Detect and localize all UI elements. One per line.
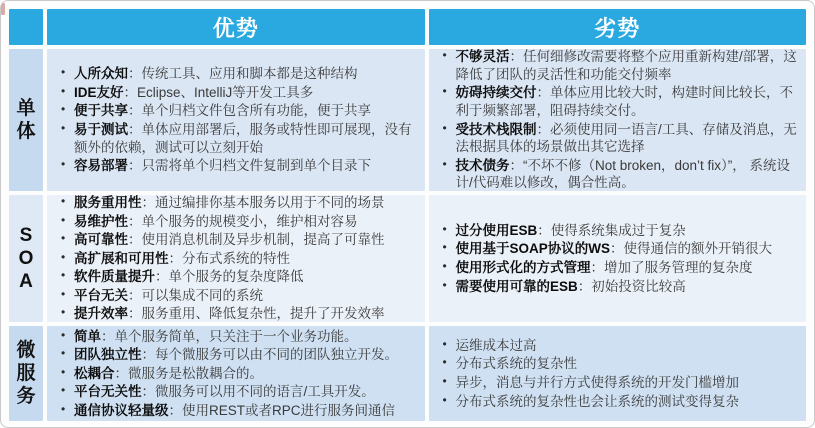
item-term: 提升效率 [74, 306, 128, 322]
item-text: 每个微服务可以由不同的团队独立开发。 [155, 347, 398, 363]
soa-advantages-cell [47, 195, 425, 322]
list-item [59, 213, 419, 231]
list-item [441, 278, 801, 296]
item-text: 微服务是松散耦合的。 [128, 365, 263, 381]
item-text: 服务重用、降低复杂性，提升了开发效率 [141, 306, 385, 322]
item-term: 简单 [74, 328, 101, 344]
item-term: 妨碍持续交付 [455, 85, 537, 101]
list-item [59, 250, 419, 268]
item-separator: ： [128, 66, 142, 82]
item-separator: ： [101, 328, 115, 344]
list-item [59, 383, 419, 401]
item-term: 通信协议轻量级 [74, 402, 169, 418]
comparison-table [1, 1, 814, 427]
item-text: 单体应用比较大时，构建时间比较长，不利于频繁部署，阻碍持续交付。 [455, 85, 793, 118]
item-term: IDE友好 [74, 84, 124, 100]
item-term: 易维护性 [74, 213, 128, 229]
microservices-disadvantages-list [441, 336, 801, 411]
row-label-char: 体 [16, 121, 36, 142]
item-term: 不够灵活 [455, 49, 510, 65]
item-text: 单个服务的规模变小，维护相对容易 [141, 213, 358, 229]
item-text: 分布式系统的复杂性也会让系统的测试变得复杂 [455, 393, 739, 409]
row-label-char: O [18, 247, 34, 269]
item-text: 必须使用同一语言/工具、存储及消息，无法根据具体的场景做出其它选择 [455, 121, 797, 155]
item-term: 服务重用性 [74, 195, 142, 211]
list-item [441, 355, 801, 373]
list-item [441, 157, 801, 191]
item-text: 可以集成不同的系统 [141, 287, 263, 303]
soa-advantages-list [59, 195, 419, 322]
item-term: 易于测试 [74, 122, 128, 137]
list-item [59, 65, 419, 83]
item-term: 高可靠性 [74, 232, 128, 248]
microservices-advantages-list [59, 327, 419, 421]
item-term: 便于共享 [74, 103, 128, 119]
item-text: 初始投资比较高 [591, 278, 686, 294]
item-text: 只需将单个归档文件复制到单个目录下 [141, 158, 371, 174]
header-advantages: 优势 [47, 9, 425, 45]
microservices-disadvantages-cell [429, 326, 807, 421]
item-separator: ： [141, 347, 155, 363]
list-item [59, 195, 419, 212]
monolith-advantages-cell [47, 49, 425, 191]
list-item [59, 268, 419, 286]
item-text: 分布式系统的复杂性 [455, 356, 577, 372]
monolith-disadvantages-list [441, 49, 801, 191]
monolith-advantages-list [59, 64, 419, 175]
item-term: 需要使用可靠的ESB [455, 278, 578, 294]
item-term: 团队独立性 [74, 347, 142, 363]
list-item [441, 240, 801, 258]
list-item [59, 305, 419, 322]
header-corner-cell [9, 9, 43, 45]
item-separator: ： [128, 103, 142, 119]
item-text: 单个服务的复杂度降低 [168, 269, 304, 285]
item-separator: ： [168, 402, 182, 418]
item-separator: ： [128, 287, 142, 303]
item-text: 增加了服务管理的复杂度 [604, 260, 753, 275]
list-item [59, 121, 419, 156]
list-item [441, 337, 801, 355]
item-term: 使用形式化的方式管理 [455, 260, 591, 275]
monolith-disadvantages-cell [429, 49, 807, 191]
row-label-soa [9, 195, 43, 322]
item-term: 容易部署 [74, 158, 128, 174]
item-text: 单个归档文件包含所有功能，便于共享 [141, 103, 371, 119]
item-text: 单体应用部署后，服务或特性即可展现，没有额外的依赖，测试可以立刻开始 [74, 122, 412, 155]
list-item [59, 346, 419, 364]
item-text: 微服务可以用不同的语言/工具开发。 [155, 384, 375, 400]
row-label-char: 单 [16, 97, 36, 119]
row-label-char: S [19, 224, 33, 246]
item-separator: ： [509, 157, 523, 173]
item-term: 人所众知 [74, 66, 128, 82]
item-text: 任何细修改需要将整个应用重新构建/部署，这降低了团队的灵活性和功能交付频率 [455, 49, 797, 82]
list-item [59, 402, 419, 420]
item-text: 使用消息机制及异步机制，提高了可靠性 [141, 232, 385, 248]
list-item [441, 121, 801, 156]
item-separator: ： [536, 85, 550, 101]
item-text: 分布式系统的特性 [182, 250, 290, 266]
item-separator: ： [536, 121, 550, 137]
list-item [441, 222, 801, 240]
item-text: 单个服务简单，只关注于一个业务功能。 [114, 328, 358, 344]
item-term: 使用基于SOAP协议的WS [455, 241, 611, 257]
item-text: Eclipse、IntelliJ等开发工具多 [137, 84, 314, 100]
item-separator: ： [128, 122, 142, 137]
item-text: 异步，消息与并行方式使得系统的开发门槛增加 [455, 375, 739, 390]
item-separator: ： [114, 365, 128, 381]
item-separator: ： [168, 250, 182, 266]
item-separator: ： [155, 269, 169, 285]
item-separator: ： [537, 222, 551, 238]
list-item [59, 365, 419, 383]
item-text: 使得系统集成过于复杂 [550, 222, 686, 238]
list-item [59, 102, 419, 120]
row-label-char: 务 [16, 386, 36, 408]
item-term: 过分使用ESB [455, 222, 538, 238]
list-item [441, 49, 801, 83]
item-separator: ： [123, 84, 138, 100]
list-item [59, 231, 419, 249]
item-text: 使用REST或者RPC进行服务间通信 [182, 402, 396, 418]
item-text: 使得通信的额外开销很大 [623, 241, 773, 257]
row-label-char: 服 [16, 362, 36, 384]
item-separator: ： [128, 232, 142, 248]
item-text: 传统工具、应用和脚本都是这种结构 [141, 66, 358, 82]
item-term: 受技术栈限制 [455, 121, 537, 137]
item-separator: ： [128, 213, 142, 229]
item-term: 技术债务 [455, 157, 510, 173]
item-separator: ： [128, 306, 142, 322]
item-separator: ： [128, 158, 142, 174]
item-separator: ： [509, 49, 523, 65]
item-term: 高扩展和可用性 [74, 250, 169, 266]
item-text: “不坏不修（Not broken，don’t fix）”， 系统设计/代码难以修改，偶合性高。 [455, 157, 791, 191]
list-item [59, 287, 419, 305]
item-separator: ： [141, 195, 155, 211]
item-text: 通过编排你基本服务以用于不同的场景 [155, 195, 385, 211]
microservices-advantages-cell [47, 326, 425, 421]
item-separator: ： [577, 278, 592, 294]
list-item [59, 157, 419, 175]
item-term: 平台无关 [74, 287, 128, 303]
item-term: 平台无关性 [74, 384, 142, 400]
item-separator: ： [141, 384, 155, 400]
row-label-char: 微 [16, 339, 36, 361]
row-label-microservices [9, 326, 43, 421]
row-label-char: A [19, 271, 33, 293]
item-term: 松耦合 [74, 365, 115, 381]
item-text: 运维成本过高 [455, 337, 537, 353]
item-separator: ： [590, 260, 604, 275]
row-label-monolith [9, 49, 43, 191]
header-disadvantages: 劣势 [429, 9, 807, 45]
item-separator: ： [610, 241, 624, 257]
list-item [441, 84, 801, 119]
list-item [59, 84, 419, 102]
list-item [441, 374, 801, 392]
soa-disadvantages-list [441, 221, 801, 296]
item-term: 软件质量提升 [74, 269, 155, 285]
list-item [441, 393, 801, 411]
list-item [59, 328, 419, 346]
list-item [441, 259, 801, 277]
soa-disadvantages-cell [429, 195, 807, 322]
